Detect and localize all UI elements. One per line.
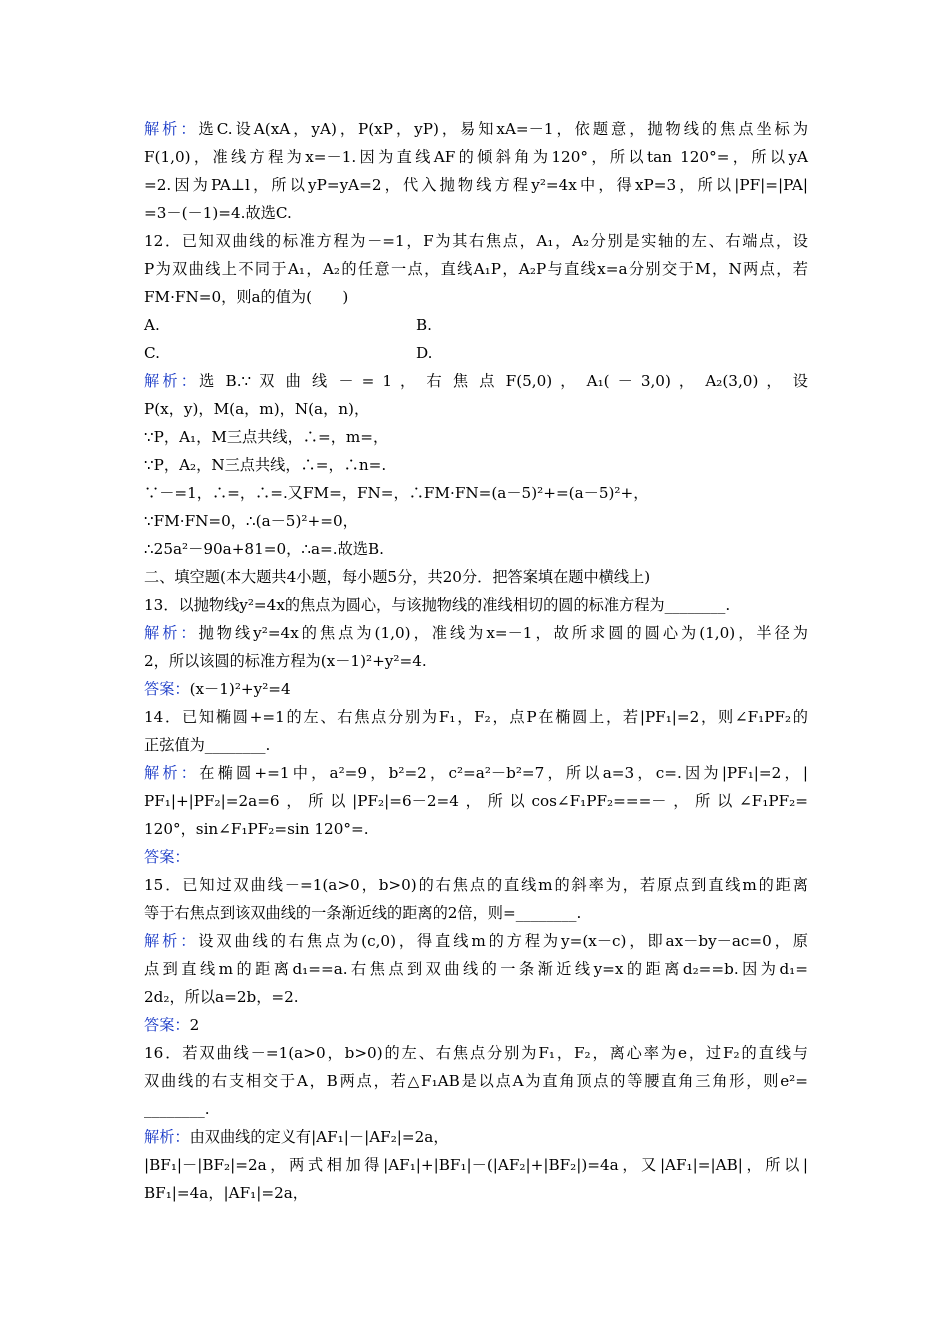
question-12-line-1: 12．已知双曲线的标准方程为－=1，F为其右焦点，A₁，A₂分别是实轴的左、右端点，设	[144, 232, 808, 250]
option-c: C.	[144, 344, 160, 362]
answer-14	[144, 843, 808, 871]
solution-11-line-4: =3－(－1)=4.故选C.	[144, 204, 292, 222]
solution-16-line-2: |BF₁|－|BF₂|=2a，两式相加得|AF₁|+|BF₁|－(|AF₂|+|BF₂|)=4a，又|AF₁|=|AB|，所以|	[144, 1156, 808, 1174]
answer-label: 答案：	[144, 848, 190, 866]
answer-label: 答案：	[144, 1016, 190, 1034]
section-heading-fill-in: 二、填空题(本大题共4小题，每小题5分，共20分．把答案填在题中横线上)	[144, 568, 651, 586]
solution-label: 解析：	[144, 1128, 190, 1146]
question-12-options-ab	[144, 311, 808, 339]
solution-label: 解析：	[144, 120, 199, 138]
option-b: B.	[416, 316, 432, 334]
question-15-line-1: 15．已知过双曲线－=1(a>0，b>0)的右焦点的直线m的斜率为，若原点到直线m的距离	[144, 876, 808, 894]
question-13: 13．以抛物线y²=4x的焦点为圆心，与该抛物线的准线相切的圆的标准方程为________.	[144, 596, 731, 614]
solution-label: 解析：	[144, 624, 199, 642]
solution-label: 解析：	[144, 764, 200, 782]
solution-label: 解析：	[144, 372, 200, 390]
solution-14-line-2: PF₁|+|PF₂|=2a=6，所以|PF₂|=6－2=4，所以cos∠F₁PF₂===－，所以∠F₁PF₂=	[144, 792, 808, 810]
question-12-line-3: FM·FN=0，则a的值为( )	[144, 288, 349, 306]
solution-12-line-2: P(x，y)，M(a，m)，N(a，n)，	[144, 400, 370, 418]
solution-12-line-3: ∵P，A₁，M三点共线，∴=，m=，	[144, 428, 389, 446]
solution-15-line-2: 点到直线m的距离d₁==a.右焦点到双曲线的一条渐近线y=x的距离d₂==b.因为d₁=	[144, 960, 808, 978]
solution-15-line-1: 解析：设双曲线的右焦点为(c,0)，得直线m的方程为y=(x－c)，即ax－by－ac=0，原	[144, 932, 808, 950]
solution-12-line-7: ∴25a²－90a+81=0，∴a=.故选B.	[144, 540, 384, 558]
question-12-options-cd	[144, 339, 808, 367]
question-15-line-2: 等于右焦点到该双曲线的一条渐近线的距离的2倍，则=________.	[144, 904, 582, 922]
solution-15-line-3: 2d₂，所以a=2b，=2.	[144, 988, 299, 1006]
question-14-line-1: 14．已知椭圆+=1的左、右焦点分别为F₁，F₂，点P在椭圆上，若|PF₁|=2，则∠F₁PF₂的	[144, 708, 808, 726]
solution-16-line-1: 解析：由双曲线的定义有|AF₁|－|AF₂|=2a，	[144, 1128, 449, 1146]
solution-14-line-1: 解析：在椭圆+=1中，a²=9，b²=2，c²=a²－b²=7，所以a=3，c=.因为|PF₁|=2，|	[144, 764, 809, 782]
document-content	[144, 115, 808, 1207]
answer-13: 答案：(x－1)²+y²=4	[144, 680, 291, 698]
solution-14-line-3: 120°，sin∠F₁PF₂=sin 120°=.	[144, 820, 369, 838]
solution-12-line-1: 解析：选 B.∵ 双 曲 线 － = 1 ， 右 焦 点 F(5,0) ， A₁( － 3,0) ， A₂(3,0) ， 设	[144, 372, 808, 390]
option-a: A.	[144, 316, 160, 334]
solution-12-line-4: ∵P，A₂，N三点共线，∴=，∴n=.	[144, 456, 387, 474]
answer-label: 答案：	[144, 680, 190, 698]
solution-16-line-3: BF₁|=4a，|AF₁|=2a，	[144, 1184, 308, 1202]
answer-15: 答案：2	[144, 1016, 200, 1034]
question-16-line-3: ________.	[144, 1100, 210, 1118]
question-16-line-2: 双曲线的右支相交于A，B两点，若△F₁AB是以点A为直角顶点的等腰直角三角形，则e²=	[144, 1072, 808, 1090]
option-d: D.	[416, 344, 433, 362]
question-16-line-1: 16．若双曲线－=1(a>0，b>0)的左、右焦点分别为F₁，F₂，离心率为e，过F₂的直线与	[144, 1044, 808, 1062]
solution-13-line-1: 解析：抛物线y²=4x的焦点为(1,0)，准线为x=－1，故所求圆的圆心为(1,0)，半径为	[144, 624, 808, 642]
solution-label: 解析：	[144, 932, 199, 950]
solution-12-line-6: ∵FM·FN=0，∴(a－5)²+=0，	[144, 512, 358, 530]
solution-11-line-1: 解析：选C.设A(xA，yA)，P(xP，yP)，易知xA=－1，依题意，抛物线的焦点坐标为	[144, 120, 808, 138]
solution-11-line-3: =2.因为PA⊥l，所以yP=yA=2，代入抛物线方程y²=4x中，得xP=3，所以|PF|=|PA|	[144, 176, 808, 194]
question-14-line-2: 正弦值为________.	[144, 736, 271, 754]
solution-11-line-2: F(1,0)，准线方程为x=－1.因为直线AF的倾斜角为120°，所以tan 120°=，所以yA	[144, 148, 808, 166]
solution-13-line-2: 2，所以该圆的标准方程为(x－1)²+y²=4.	[144, 652, 427, 670]
solution-12-line-5: ∵－=1，∴=，∴=.又FM=，FN=，∴FM·FN=(a－5)²+=(a－5)²+，	[144, 484, 649, 502]
question-12-line-2: P为双曲线上不同于A₁，A₂的任意一点，直线A₁P，A₂P与直线x=a分别交于M，N两点，若	[144, 260, 808, 278]
